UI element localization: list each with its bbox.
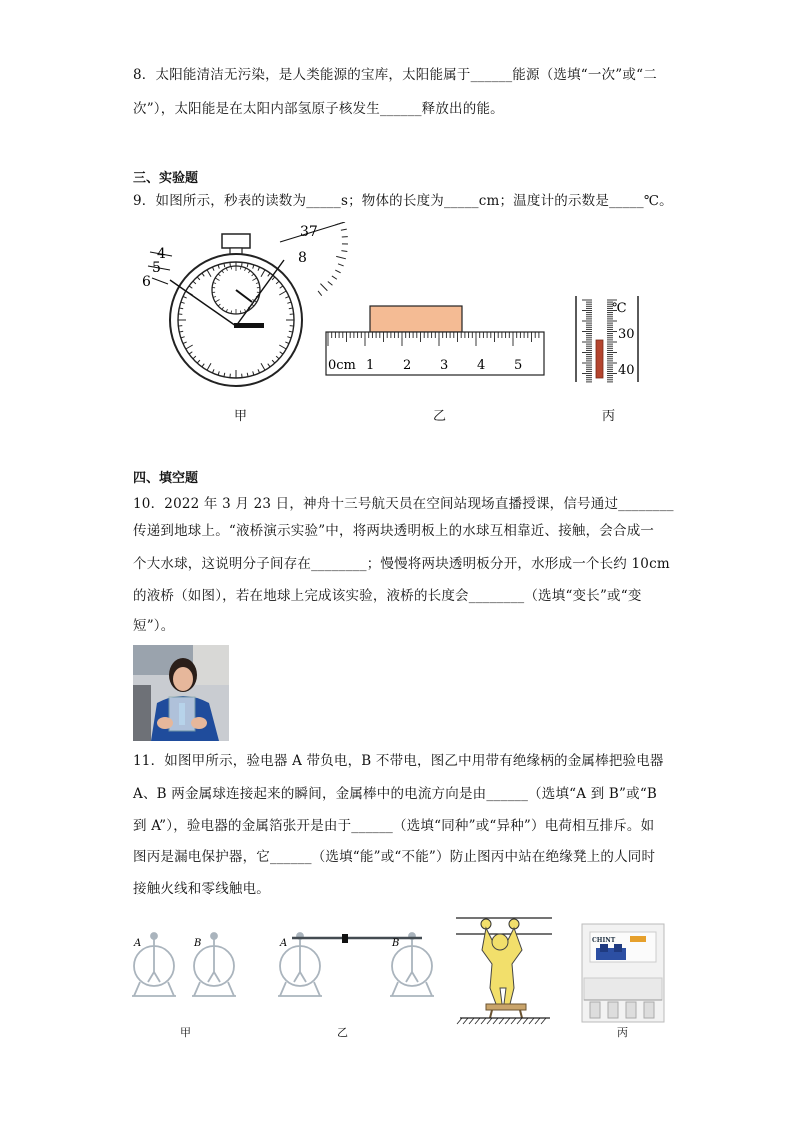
insulating-handle bbox=[342, 934, 348, 943]
thermo-label-30: 30 bbox=[618, 327, 635, 342]
ruler-label-5: 5 bbox=[514, 358, 523, 373]
measured-block bbox=[370, 306, 462, 332]
stopwatch-label-5: 5 bbox=[152, 260, 161, 276]
q10-line-2: 传递到地球上。“液桥演示实验”中，将两块透明板上的水球互相靠近、接触，会合成一 bbox=[133, 523, 655, 539]
electroscope-ball bbox=[151, 933, 157, 939]
zoom-tick bbox=[335, 222, 345, 225]
electroscope-foil bbox=[208, 972, 214, 982]
electroscope-base bbox=[168, 982, 174, 996]
electroscope-base bbox=[314, 982, 320, 996]
zoom-tick bbox=[328, 281, 333, 285]
ruler-label-0: 0cm bbox=[328, 358, 356, 373]
electroscope-base bbox=[134, 982, 140, 996]
q10-line-1: 10．2022 年 3 月 23 日，神舟十三号航天员在空间站现场直播授课，信号通过________ bbox=[133, 496, 674, 512]
zoom-tick bbox=[318, 291, 322, 296]
electroscope-foil bbox=[294, 972, 300, 982]
floor-hatch bbox=[499, 1018, 504, 1024]
leakage-protector bbox=[582, 924, 664, 1022]
stopwatch-crown bbox=[222, 234, 250, 248]
q8-line-1: 8．太阳能清洁无污染，是人类能源的宝库，太阳能属于______能源（选填“一次”或“二 bbox=[133, 67, 657, 83]
zoom-tick bbox=[320, 284, 327, 291]
floor-hatch bbox=[523, 1018, 528, 1024]
electroscope-foil bbox=[406, 972, 412, 982]
floor-hatch bbox=[475, 1018, 480, 1024]
q11-line-4: 图丙是漏电保护器，它______（选填“能”或“不能”）防止图丙中站在绝缘凳上的人同时 bbox=[133, 849, 656, 865]
ruler-label-4: 4 bbox=[477, 358, 486, 373]
floor-hatch bbox=[457, 1018, 462, 1024]
floor-hatch bbox=[511, 1018, 516, 1024]
ruler-label-1: 1 bbox=[366, 358, 375, 373]
floor-hatch bbox=[469, 1018, 474, 1024]
electroscope-label-b2: B bbox=[392, 938, 400, 949]
floor-hatch bbox=[541, 1018, 546, 1024]
floor-hatch bbox=[487, 1018, 492, 1024]
section-heading-experiment: 三、实验题 bbox=[133, 171, 199, 186]
q11-caption-jia: 甲 bbox=[180, 1026, 191, 1039]
thermo-label-40: 40 bbox=[618, 363, 635, 378]
second-hand-hub bbox=[234, 323, 264, 328]
q11-figure bbox=[130, 910, 675, 1026]
electroscope-foil bbox=[300, 972, 306, 982]
floor-hatch bbox=[517, 1018, 522, 1024]
electroscope-ball bbox=[211, 933, 217, 939]
floor-hatch bbox=[463, 1018, 468, 1024]
ruler-label-3: 3 bbox=[440, 358, 449, 373]
q9-figure bbox=[130, 222, 670, 397]
stopwatch-label-4: 4 bbox=[157, 246, 166, 262]
q11-line-3: 到 A”），验电器的金属箔张开是由于______（选填“同种”或“异种”）电荷相互排斥。如 bbox=[133, 818, 655, 834]
electroscope-label-b1: B bbox=[194, 938, 202, 949]
mercury-column bbox=[596, 340, 603, 378]
zoom-tick bbox=[335, 270, 340, 273]
zoom-tick bbox=[341, 229, 347, 230]
stopwatch-figure bbox=[142, 222, 348, 386]
electroscope-label-a1: A bbox=[134, 938, 142, 949]
q11-line-2: A、B 两金属球连接起来的瞬间，金属棒中的电流方向是由______（选填“A 到 B”或“B bbox=[133, 786, 658, 802]
stopwatch-label-37: 37 bbox=[300, 224, 318, 240]
electroscope-foil bbox=[154, 972, 160, 982]
floor-hatch bbox=[481, 1018, 486, 1024]
zoom-tick bbox=[336, 256, 346, 258]
q10-line-4: 的液桥（如图），若在地球上完成该实验，液桥的长度会________（选填“变长”或“变 bbox=[133, 588, 642, 604]
electroscope-foil bbox=[214, 972, 220, 982]
q11-caption-yi: 乙 bbox=[337, 1026, 348, 1039]
ruler-body bbox=[326, 332, 544, 375]
astronaut-photo bbox=[133, 645, 229, 741]
floor-hatch bbox=[529, 1018, 534, 1024]
q9-caption-bing: 丙 bbox=[602, 409, 616, 424]
q9-caption-jia: 甲 bbox=[234, 409, 248, 424]
electroscope-base bbox=[228, 982, 234, 996]
floor-hatch bbox=[535, 1018, 540, 1024]
q10-line-5: 短”）。 bbox=[133, 618, 175, 634]
stopwatch-label-6: 6 bbox=[142, 274, 151, 290]
q9-caption-yi: 乙 bbox=[433, 409, 447, 424]
thermometer-figure bbox=[576, 296, 638, 382]
q10-line-3: 个大水球，这说明分子间存在________；慢慢将两块透明板分开，水形成一个长约 10cm bbox=[133, 556, 670, 572]
breaker-brand: CHINT bbox=[592, 937, 616, 944]
q11-caption-bing: 丙 bbox=[617, 1026, 628, 1039]
electroscope-base bbox=[392, 982, 398, 996]
floor-hatch bbox=[505, 1018, 510, 1024]
electroscope-base bbox=[426, 982, 432, 996]
zoom-tick bbox=[341, 251, 347, 252]
q9-line-1: 9．如图所示，秒表的读数为_____s；物体的长度为_____cm；温度计的示数是_____℃。 bbox=[133, 193, 673, 209]
zoom-tick bbox=[338, 264, 344, 266]
q8-line-2: 次”），太阳能是在太阳内部氢原子核发生______释放出的能。 bbox=[133, 101, 504, 117]
electroscope-foil bbox=[148, 972, 154, 982]
q11-line-1: 11．如图甲所示，验电器 A 带负电，B 不带电，图乙中用带有绝缘柄的金属棒把验电器 bbox=[133, 753, 664, 769]
electroscope-label-a2: A bbox=[280, 938, 288, 949]
electroscope-foil bbox=[412, 972, 418, 982]
electroscope-base bbox=[194, 982, 200, 996]
thermo-unit: ℃ bbox=[612, 301, 627, 316]
zoom-tick bbox=[332, 276, 337, 279]
q11-line-5: 接触火线和零线触电。 bbox=[133, 881, 270, 897]
electroscope-base bbox=[280, 982, 286, 996]
section-heading-fill: 四、填空题 bbox=[133, 471, 199, 486]
floor-hatch bbox=[493, 1018, 498, 1024]
person-on-stool bbox=[456, 918, 552, 1024]
ruler-label-2: 2 bbox=[403, 358, 412, 373]
ruler-figure bbox=[326, 306, 544, 375]
stopwatch-label-8: 8 bbox=[298, 250, 307, 266]
